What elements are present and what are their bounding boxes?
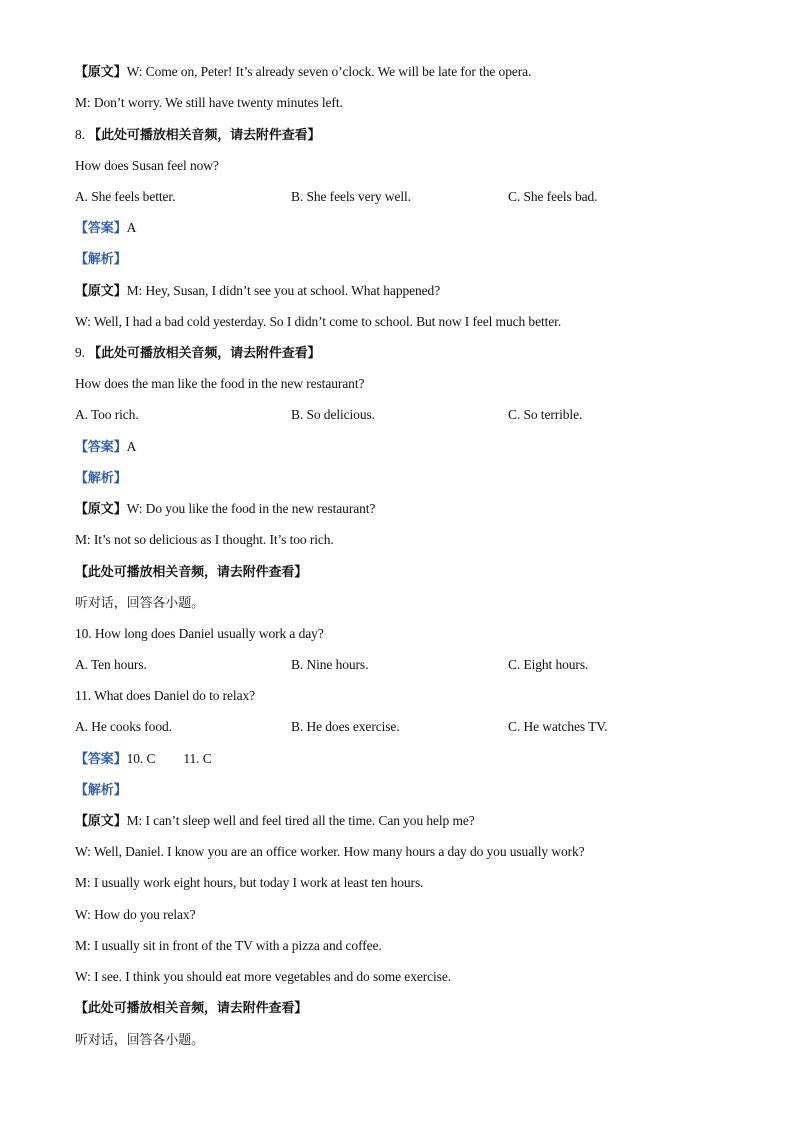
answer-value: A [126, 439, 137, 454]
audio-notice[interactable]: 【此处可播放相关音频，请去附件查看】 [75, 565, 308, 580]
transcript-text: M: I can’t sleep well and feel tired all the time. Can you help me? [126, 813, 475, 828]
option-a: A. She feels better. [75, 189, 176, 204]
option-c: C. Eight hours. [508, 657, 589, 672]
transcript-text: W: How do you relax? [75, 907, 196, 922]
transcript-text: M: Don’t worry. We still have twenty minutes left. [75, 95, 343, 110]
document-page [75, 0, 725, 1123]
question-number: 9. [75, 345, 85, 360]
audio-notice[interactable]: 【此处可播放相关音频，请去附件查看】 [75, 1001, 308, 1016]
group-instruction [75, 593, 204, 613]
option-c: C. She feels bad. [508, 189, 598, 204]
transcript-line [75, 905, 195, 925]
option-c: C. He watches TV. [508, 719, 608, 734]
option-b: B. He does exercise. [291, 719, 400, 734]
transcript-line [75, 811, 475, 831]
options-row [75, 655, 725, 675]
transcript-text: W: I see. I think you should eat more vegetables and do some exercise. [75, 969, 452, 984]
transcript-text: W: Do you like the food in the new restaurant? [126, 501, 376, 516]
transcript-tag: 【原文】 [75, 502, 127, 517]
answer-line [75, 437, 136, 457]
question-stem: How does the man like the food in the new restaurant? [75, 376, 365, 391]
group-instruction [75, 1030, 204, 1050]
group-audio-line [75, 998, 307, 1018]
instruction-text: 听对话，回答各小题。 [75, 596, 205, 611]
option-a: A. He cooks food. [75, 719, 172, 734]
transcript-text: M: Hey, Susan, I didn’t see you at school. What happened? [126, 283, 441, 298]
options-row [75, 717, 725, 737]
transcript-text: M: I usually sit in front of the TV with a pizza and coffee. [75, 938, 382, 953]
answer-tag: 【答案】 [75, 440, 127, 455]
question-text [75, 624, 324, 644]
transcript-line [75, 62, 531, 82]
transcript-line [75, 93, 343, 113]
instruction-text: 听对话，回答各小题。 [75, 1033, 205, 1048]
option-a: A. Ten hours. [75, 657, 147, 672]
answer-value-11: 11. C [183, 751, 212, 766]
question-text [75, 374, 364, 394]
analysis-tag: 【解析】 [75, 783, 127, 798]
transcript-line [75, 967, 451, 987]
option-c: C. So terrible. [508, 407, 583, 422]
transcript-line [75, 873, 423, 893]
transcript-line [75, 499, 375, 519]
transcript-text: M: It’s not so delicious as I thought. It’s too rich. [75, 532, 334, 547]
analysis-line [75, 249, 127, 269]
analysis-line [75, 468, 127, 488]
audio-notice[interactable]: 【此处可播放相关音频，请去附件查看】 [88, 346, 321, 361]
answer-value: A [126, 220, 137, 235]
question-text [75, 686, 255, 706]
analysis-tag: 【解析】 [75, 252, 127, 267]
option-b: B. She feels very well. [291, 189, 411, 204]
analysis-line [75, 780, 127, 800]
transcript-line [75, 312, 561, 332]
transcript-text: W: Well, I had a bad cold yesterday. So I didn’t come to school. But now I feel much better. [75, 314, 562, 329]
transcript-tag: 【原文】 [75, 284, 127, 299]
question-text [75, 156, 219, 176]
transcript-text: W: Come on, Peter! It’s already seven o’clock. We will be late for the opera. [126, 64, 532, 79]
transcript-text: M: I usually work eight hours, but today I work at least ten hours. [75, 875, 424, 890]
option-b: B. Nine hours. [291, 657, 369, 672]
transcript-tag: 【原文】 [75, 65, 127, 80]
question-header [75, 125, 320, 145]
transcript-text: W: Well, Daniel. I know you are an office worker. How many hours a day do you usually work? [75, 844, 585, 859]
question-stem: How does Susan feel now? [75, 158, 219, 173]
answer-line [75, 218, 136, 238]
question-header [75, 343, 320, 363]
answer-value-10: 10. C [126, 751, 156, 766]
answer-tag: 【答案】 [75, 221, 127, 236]
analysis-tag: 【解析】 [75, 471, 127, 486]
answer-tag: 【答案】 [75, 752, 127, 767]
transcript-line [75, 842, 585, 862]
answer-line [75, 749, 212, 769]
group-audio-line [75, 562, 307, 582]
question-stem: 10. How long does Daniel usually work a day? [75, 626, 324, 641]
options-row [75, 405, 725, 425]
option-a: A. Too rich. [75, 407, 139, 422]
transcript-line [75, 936, 382, 956]
transcript-line [75, 281, 440, 301]
question-stem: 11. What does Daniel do to relax? [75, 688, 256, 703]
transcript-line [75, 530, 334, 550]
option-b: B. So delicious. [291, 407, 375, 422]
question-number: 8. [75, 127, 85, 142]
options-row [75, 187, 725, 207]
audio-notice[interactable]: 【此处可播放相关音频，请去附件查看】 [88, 128, 321, 143]
transcript-tag: 【原文】 [75, 814, 127, 829]
